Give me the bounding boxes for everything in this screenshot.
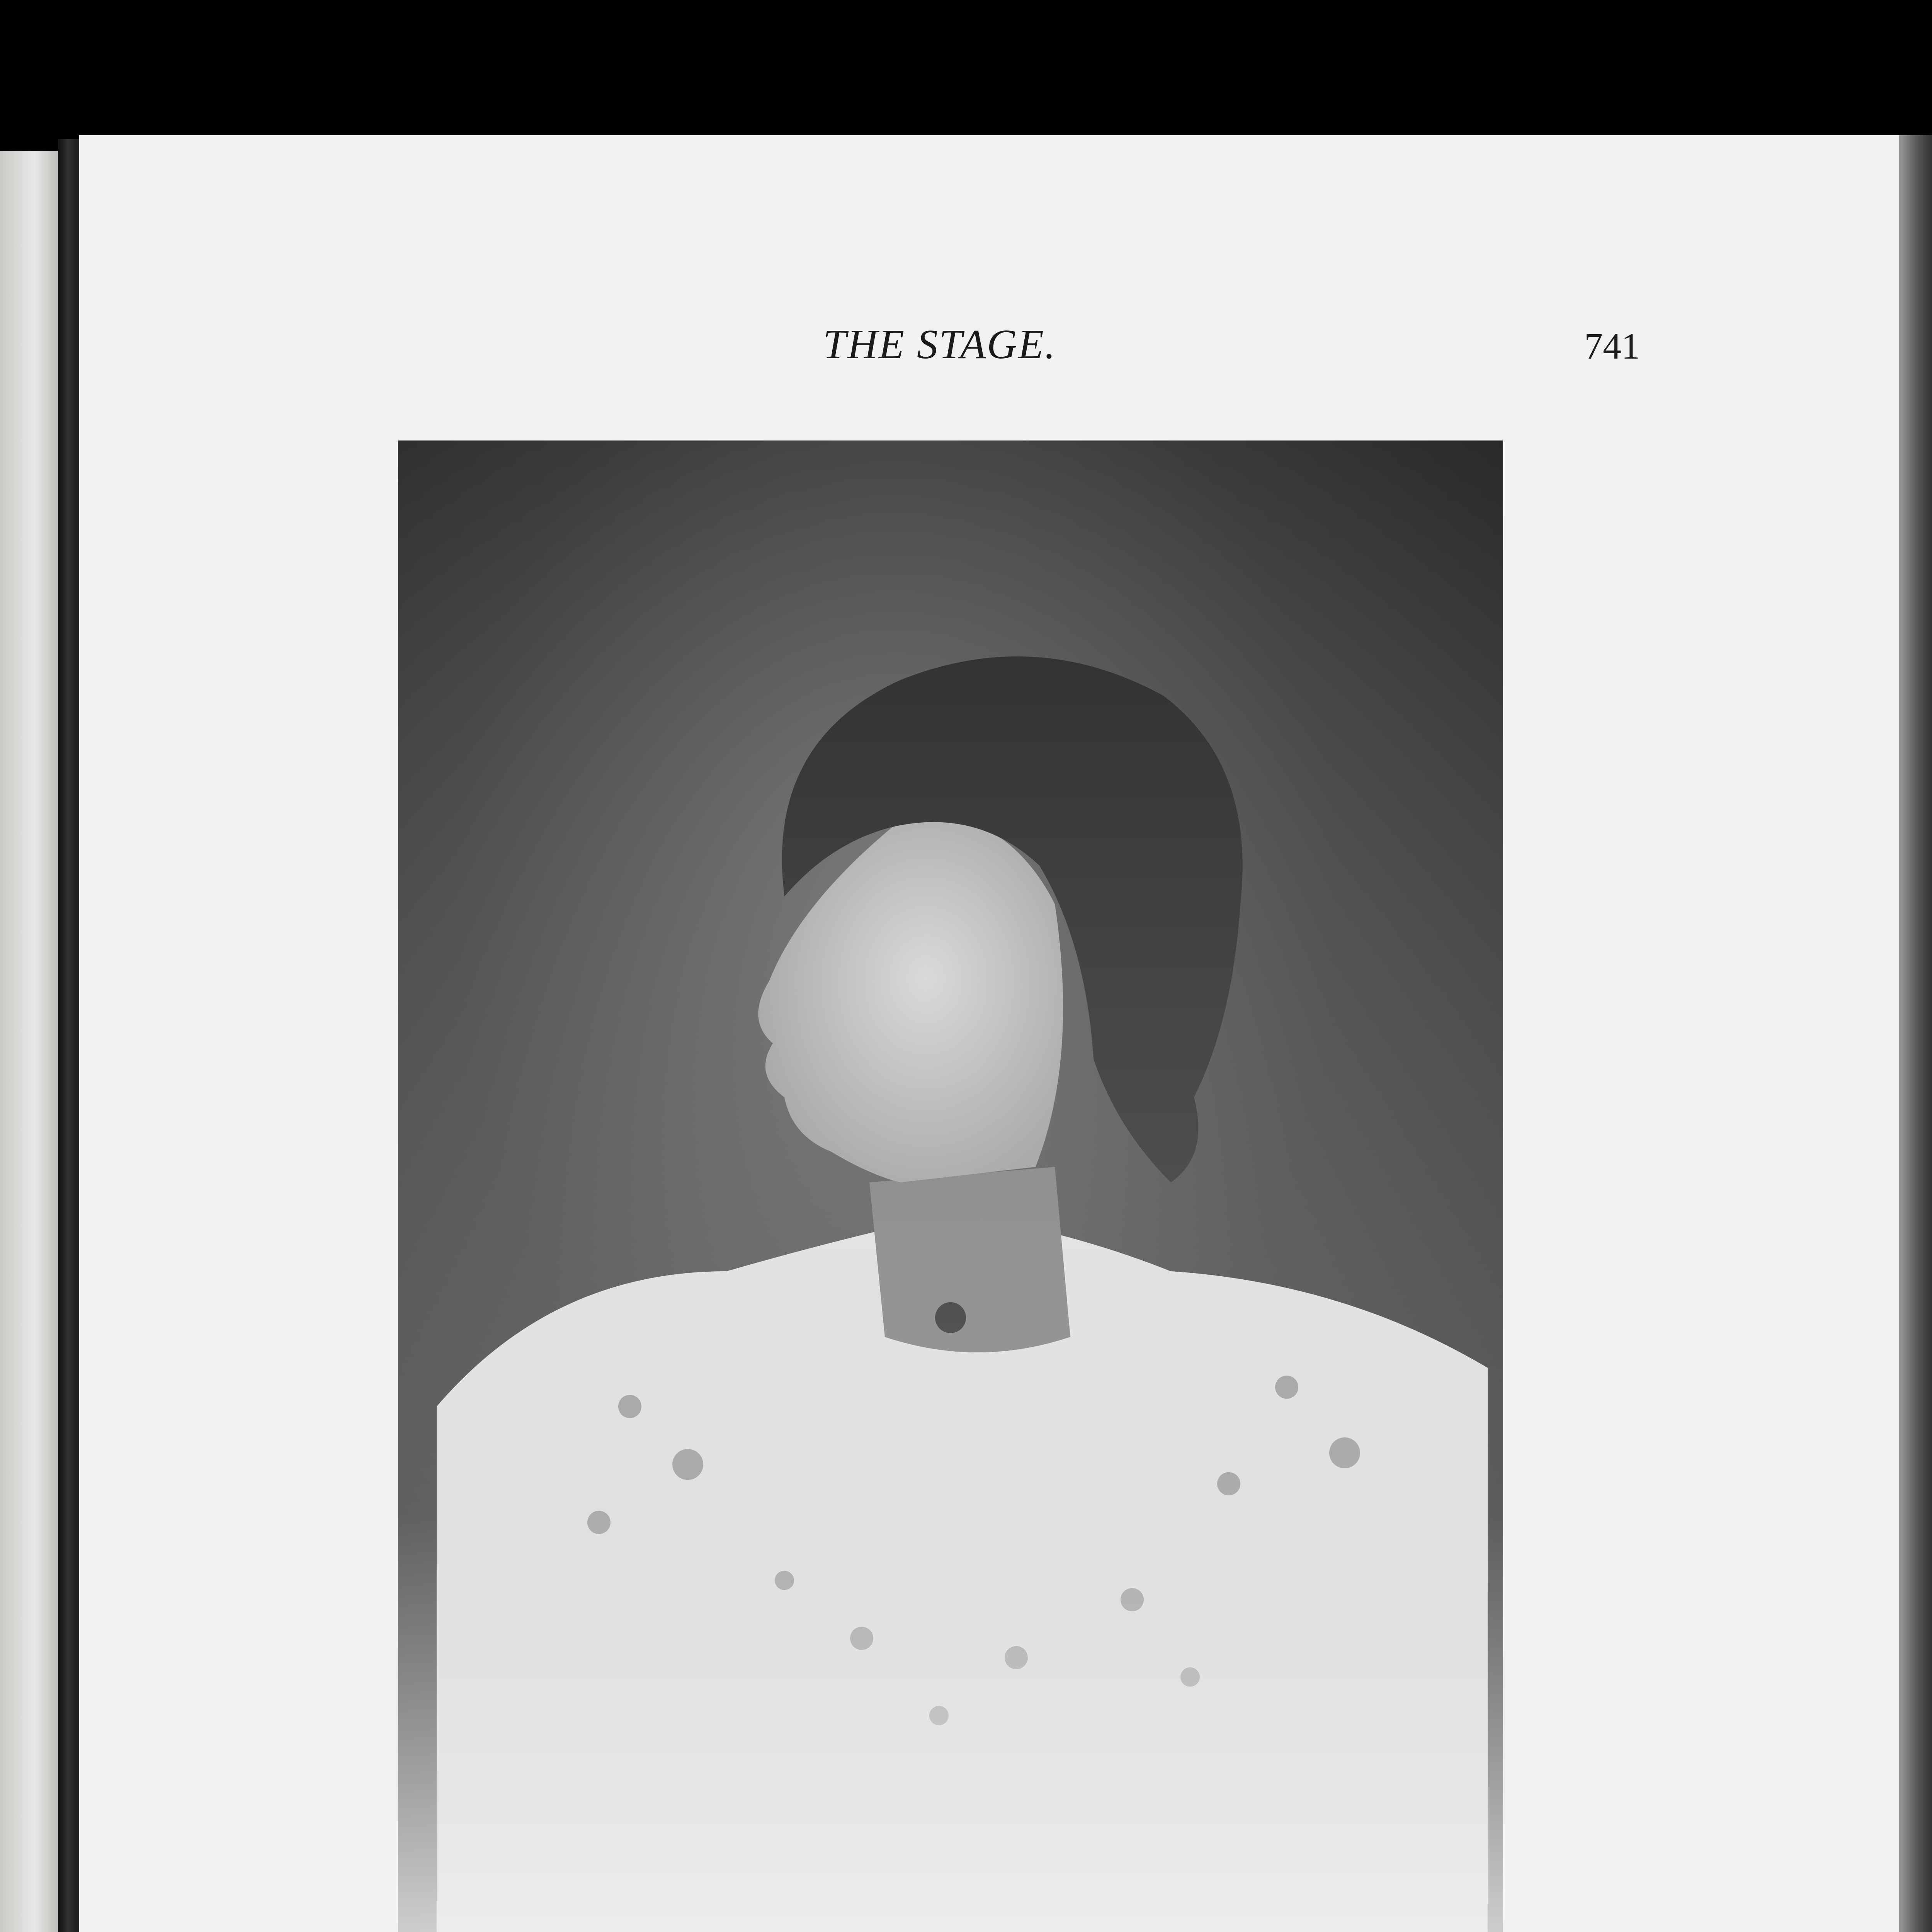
facing-page-edge <box>0 151 58 1932</box>
page-edge-shadow <box>1899 135 1932 1932</box>
portrait-photograph <box>398 440 1503 1932</box>
running-head: THE STAGE. <box>823 321 1057 367</box>
book-gutter <box>58 139 79 1932</box>
page-number: 741 <box>1584 325 1640 367</box>
portrait-illustration <box>398 440 1503 1932</box>
